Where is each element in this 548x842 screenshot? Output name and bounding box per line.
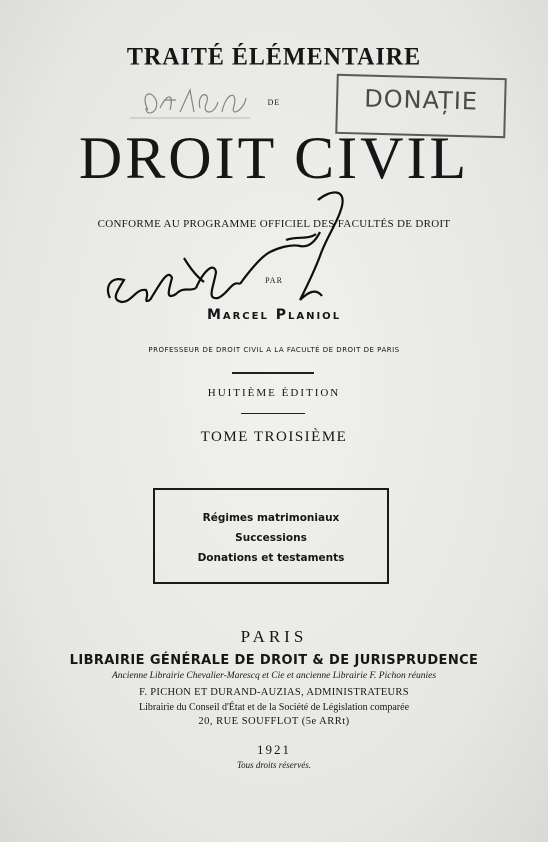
title-de: DE xyxy=(267,98,281,107)
title-line-2: DROIT CIVIL xyxy=(78,125,470,191)
subtitle: CONFORME AU PROGRAMME OFFICIEL DES FACULTÉS DE DROIT xyxy=(97,218,451,230)
divider-rule-2 xyxy=(241,413,305,414)
contents-box xyxy=(153,488,389,584)
edition: HUITIÈME ÉDITION xyxy=(207,387,341,399)
publisher-administrators: F. PICHON ET DURAND-AUZIAS, ADMINISTRATEURS xyxy=(139,687,409,698)
rights-notice: Tous droits réservés. xyxy=(236,760,312,770)
donation-stamp xyxy=(335,74,507,138)
publisher-address: 20, RUE SOUFFLOT (5e ARRt) xyxy=(198,716,350,727)
author-name: Marcel Planiol xyxy=(206,307,342,323)
divider-rule-1 xyxy=(232,372,314,374)
signature-ink xyxy=(108,192,343,302)
by-label: PAR xyxy=(265,276,283,285)
publication-year: 1921 xyxy=(257,742,291,757)
publisher-conseil: Librairie du Conseil d'État et de la Société de Législation comparée xyxy=(138,702,410,713)
stamp-text: DONAȚIE xyxy=(363,84,479,116)
publisher-former: Ancienne Librairie Chevalier-Marescq et Cie et ancienne Librairie F. Pichon réunies xyxy=(111,671,437,681)
contents-item: Successions xyxy=(235,532,307,544)
publisher-city: PARIS xyxy=(240,627,308,646)
publisher-name: LIBRAIRIE GÉNÉRALE DE DROIT & DE JURISPRUDENCE xyxy=(69,653,479,668)
contents-item: Donations et testaments xyxy=(197,552,345,564)
title-line-1: TRAITÉ ÉLÉMENTAIRE xyxy=(126,43,422,71)
volume: TOME TROISIÈME xyxy=(200,429,348,445)
contents-item: Régimes matrimoniaux xyxy=(202,512,340,524)
author-profession: PROFESSEUR DE DROIT CIVIL A LA FACULTÉ DE DROIT DE PARIS xyxy=(148,346,400,354)
